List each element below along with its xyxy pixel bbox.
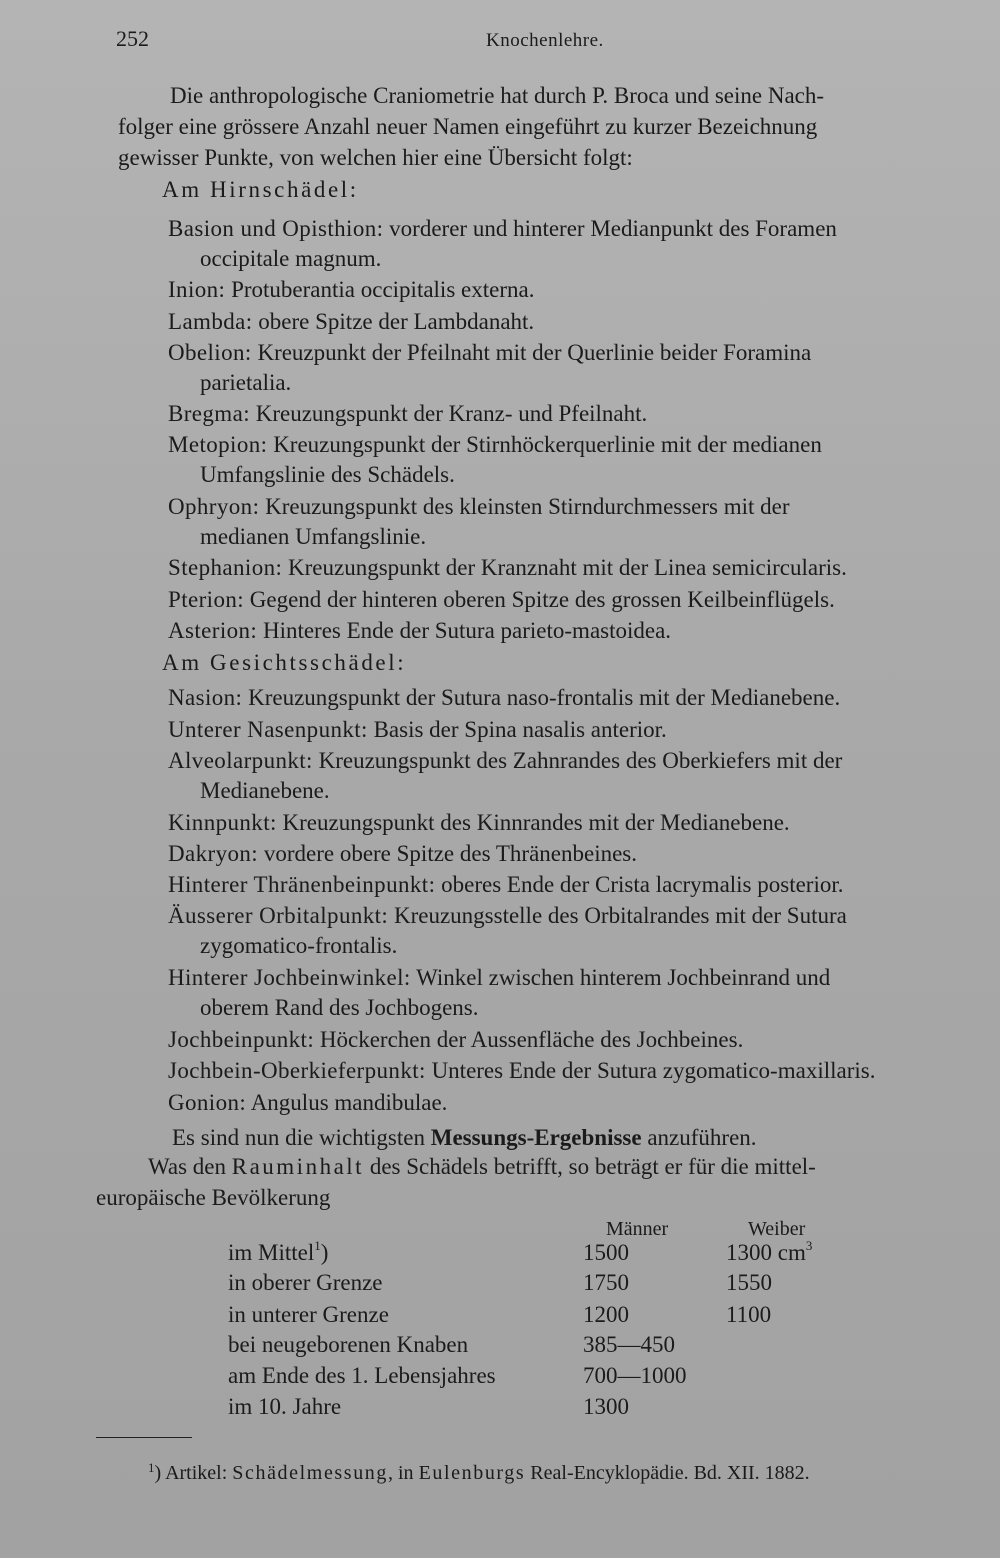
section-heading-hirnschaedel: Am Hirnschädel:	[162, 177, 359, 202]
footnote	[148, 1462, 810, 1485]
term-entry	[168, 338, 968, 398]
row-label-text: bei neugeborenen Knaben	[228, 1332, 469, 1357]
entry-continuation: Medianebene.	[200, 778, 330, 803]
term-entry	[168, 1056, 968, 1086]
entry-definition: Kreuzungspunkt des Zahnrandes des Oberkiefers mit der	[318, 748, 843, 773]
term-entry	[168, 492, 968, 552]
entry-term: Unterer Nasenpunkt:	[168, 717, 368, 742]
term-entry	[168, 399, 968, 429]
table-row	[0, 1363, 1000, 1395]
intro-paragraph	[118, 80, 968, 173]
entry-definition: vordere obere Spitze des Thränenbeines.	[263, 841, 638, 866]
unit-exponent: 3	[805, 1238, 813, 1253]
entry-term: Pterion:	[168, 587, 245, 612]
entry-definition: Kreuzpunkt der Pfeilnaht mit der Querlinie beider Foramina	[257, 340, 812, 365]
entry-term: Lambda:	[168, 309, 253, 334]
term-entry	[168, 307, 968, 337]
entry-term: Bregma:	[168, 401, 250, 426]
column-header-women: Weiber	[748, 1218, 806, 1240]
entry-term: Stephanion:	[168, 555, 283, 580]
footnote-mark: 1	[148, 1460, 155, 1475]
row-label	[228, 1240, 328, 1266]
footnote-spaced-term: Schädelmessung	[232, 1462, 388, 1484]
intro-line: gewisser Punkte, von welchen hier eine Übersicht folgt:	[118, 145, 633, 170]
value-men: 1300	[583, 1394, 629, 1419]
row-label-text: im 10. Jahre	[228, 1394, 342, 1419]
value-men: 700—1000	[583, 1363, 687, 1388]
footnote-text: )	[154, 1462, 162, 1484]
entry-continuation: medianen Umfangslinie.	[200, 524, 427, 549]
entry-definition: Hinteres Ende der Sutura parieto-mastoidea.	[262, 618, 672, 643]
results-text: Es sind nun die wichtigsten	[172, 1125, 431, 1150]
volume-text: Was den	[148, 1154, 232, 1179]
entry-continuation: zygomatico-frontalis.	[200, 933, 398, 958]
entry-definition: Kreuzungsstelle des Orbitalrandes mit der Sutura	[393, 903, 847, 928]
term-entry	[168, 214, 968, 274]
results-bold-term: Messungs-Ergebnisse	[430, 1125, 642, 1150]
entry-definition: Kreuzungspunkt des kleinsten Stirndurchmessers mit der	[265, 494, 790, 519]
entry-term: Metopion:	[168, 432, 268, 457]
entry-term: Alveolarpunkt:	[168, 748, 313, 773]
entry-term: Ophryon:	[168, 494, 260, 519]
entry-definition: Basis der Spina nasalis anterior.	[373, 717, 667, 742]
entry-definition: Kreuzungspunkt der Kranz- und Pfeilnaht.	[255, 401, 648, 426]
term-entry	[168, 901, 968, 961]
entry-term: Obelion:	[168, 340, 252, 365]
volume-text: des Schädels betrifft, so beträgt er für die mittel-	[364, 1154, 816, 1179]
entry-term: Kinnpunkt:	[168, 810, 277, 835]
entry-definition: Kreuzungspunkt des Kinnrandes mit der Medianebene.	[282, 810, 790, 835]
value-women-text: 1300 cm	[726, 1240, 806, 1265]
value-women-text: 1100	[726, 1302, 772, 1327]
table-row	[0, 1240, 1000, 1272]
entry-term: Jochbeinpunkt:	[168, 1027, 315, 1052]
row-label	[228, 1394, 341, 1420]
entry-term: Inion:	[168, 277, 226, 302]
term-entry	[168, 1025, 968, 1055]
intro-line: Die anthropologische Craniometrie hat durch P. Broca und seine Nach-	[170, 83, 825, 108]
value-women	[726, 1240, 812, 1266]
row-label	[228, 1363, 496, 1389]
value-men: 1200	[583, 1302, 629, 1327]
row-label-text: in oberer Grenze	[228, 1270, 383, 1295]
entry-definition: Kreuzungspunkt der Stirnhöckerquerlinie mit der medianen	[273, 432, 822, 457]
term-entry	[168, 963, 968, 1023]
term-entry	[168, 1088, 968, 1118]
entry-term: Hinterer Jochbeinwinkel:	[168, 965, 411, 990]
value-men: 1750	[583, 1270, 629, 1295]
value-men: 1500	[583, 1240, 629, 1265]
term-entry	[168, 746, 968, 806]
term-entry	[168, 275, 968, 305]
volume-line: europäische Bevölkerung	[96, 1185, 331, 1210]
term-entry	[168, 616, 968, 646]
volume-paragraph	[96, 1151, 966, 1213]
intro-line: folger eine grössere Anzahl neuer Namen eingeführt zu kurzer Bezeichnung	[118, 114, 818, 139]
table-row	[0, 1394, 1000, 1426]
entry-term: Basion und Opisthion:	[168, 216, 384, 241]
row-label-text: im Mittel	[228, 1240, 315, 1265]
entry-definition: Kreuzungspunkt der Kranznaht mit der Linea semicircularis.	[288, 555, 847, 580]
spaced-term-rauminhalt: Rauminhalt	[231, 1154, 365, 1179]
entry-term: Äusserer Orbitalpunkt:	[168, 903, 389, 928]
row-label-text: in unterer Grenze	[228, 1302, 389, 1327]
entry-continuation: occipitale magnum.	[200, 246, 382, 271]
footnote-reference: 1	[314, 1238, 321, 1253]
table-row	[0, 1332, 1000, 1364]
results-paragraph	[120, 1122, 970, 1153]
entry-definition: vorderer und hinterer Medianpunkt des Foramen	[389, 216, 837, 241]
page-header	[0, 22, 1000, 62]
footnote-spaced-term: Eulenburgs	[418, 1462, 526, 1484]
row-label	[228, 1332, 468, 1358]
volume-line	[96, 1151, 966, 1182]
term-entry	[168, 870, 968, 900]
footnote-text: , in	[388, 1462, 419, 1484]
entry-term: Hinterer Thränenbeinpunkt:	[168, 872, 436, 897]
entry-term: Jochbein-Oberkieferpunkt:	[168, 1058, 426, 1083]
entry-definition: oberes Ende der Crista lacrymalis posterior.	[441, 872, 844, 897]
entry-continuation: parietalia.	[200, 370, 292, 395]
entry-term: Gonion:	[168, 1090, 247, 1115]
value-men: 385—450	[583, 1332, 675, 1357]
table-row	[0, 1270, 1000, 1302]
entry-term: Dakryon:	[168, 841, 259, 866]
entry-definition: Kreuzungspunkt der Sutura naso-frontalis mit der Medianebene.	[248, 685, 841, 710]
entry-term: Asterion:	[168, 618, 258, 643]
page-number: 252	[116, 26, 149, 51]
term-entry	[168, 715, 968, 745]
term-entry	[168, 430, 968, 490]
entry-definition: Gegend der hinteren oberen Spitze des grossen Keilbeinflügels.	[249, 587, 835, 612]
term-entry	[168, 683, 968, 713]
term-entry	[168, 585, 968, 615]
value-women	[726, 1270, 772, 1296]
results-text: anzuführen.	[641, 1125, 757, 1150]
footnote-rule	[96, 1437, 192, 1438]
entry-definition: Höckerchen der Aussenfläche des Jochbeines.	[319, 1027, 744, 1052]
entry-definition: Unteres Ende der Sutura zygomatico-maxillaris.	[431, 1058, 876, 1083]
footnote-text: Real-Encyklopädie. Bd. XII. 1882.	[525, 1462, 810, 1484]
entry-term: Nasion:	[168, 685, 243, 710]
entry-definition: Winkel zwischen hinterem Jochbeinrand und	[416, 965, 831, 990]
row-label	[228, 1302, 389, 1328]
footnote-text: Artikel:	[161, 1462, 233, 1484]
row-label	[228, 1270, 383, 1296]
value-women	[726, 1302, 771, 1328]
row-label-text: am Ende des 1. Lebensjahres	[228, 1363, 496, 1388]
column-header-men: Männer	[606, 1218, 669, 1240]
entry-continuation: oberem Rand des Jochbogens.	[200, 995, 479, 1020]
term-entry	[168, 808, 968, 838]
term-entry	[168, 553, 968, 583]
running-head: Knochenlehre.	[486, 30, 604, 51]
table-row	[0, 1302, 1000, 1334]
term-entry	[168, 839, 968, 869]
section-heading-gesichtsschaedel: Am Gesichtsschädel:	[162, 650, 407, 675]
footnote-reference-paren: )	[320, 1240, 329, 1265]
entry-definition: Protuberantia occipitalis externa.	[231, 277, 535, 302]
entry-definition: Angulus mandibulae.	[250, 1090, 448, 1115]
value-women-text: 1550	[726, 1270, 772, 1295]
entry-continuation: Umfangslinie des Schädels.	[200, 462, 455, 487]
entry-definition: obere Spitze der Lambdanaht.	[258, 309, 535, 334]
